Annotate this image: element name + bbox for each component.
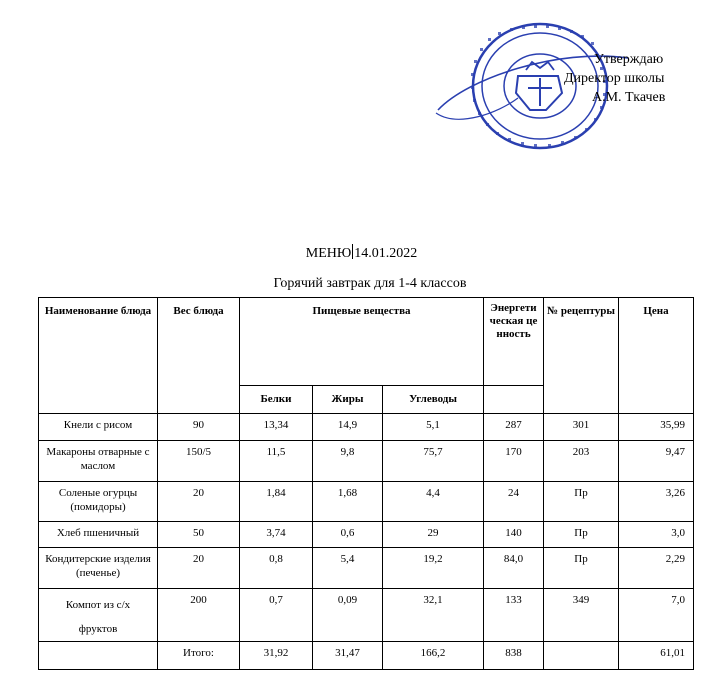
menu-table — [38, 297, 694, 670]
dish-weight: 150/5 — [158, 441, 240, 482]
dish-weight: 50 — [158, 522, 240, 548]
header-carbs: Углеводы — [383, 386, 484, 414]
dish-weight: 90 — [158, 414, 240, 441]
header-weight: Вес блюда — [158, 298, 240, 414]
dish-energy: 84,0 — [484, 548, 544, 589]
total-proteins: 31,92 — [240, 642, 313, 670]
dish-fats: 9,8 — [313, 441, 383, 482]
dish-price: 3,26 — [619, 482, 694, 522]
menu-date: 14.01.2022 — [354, 246, 418, 261]
header-energy-sub — [484, 386, 544, 414]
dish-price: 2,29 — [619, 548, 694, 589]
dish-recipe: 349 — [544, 589, 619, 642]
header-proteins: Белки — [240, 386, 313, 414]
header-name: Наименование блюда — [39, 298, 158, 414]
header-nutrients: Пищевые вещества — [240, 298, 484, 386]
header-row-1 — [39, 298, 694, 386]
menu-title-prefix: МЕНЮ — [305, 246, 352, 261]
dish-recipe: 203 — [544, 441, 619, 482]
header-energy — [484, 298, 544, 386]
dish-weight: 20 — [158, 548, 240, 589]
dish-price: 35,99 — [619, 414, 694, 441]
total-price: 61,01 — [619, 642, 694, 670]
approval-block — [564, 50, 674, 107]
table-row — [39, 548, 694, 589]
table-row — [39, 522, 694, 548]
total-label: Итого: — [158, 642, 240, 670]
total-row — [39, 642, 694, 670]
dish-proteins: 13,34 — [240, 414, 313, 441]
dish-proteins: 11,5 — [240, 441, 313, 482]
dish-fats: 14,9 — [313, 414, 383, 441]
menu-subtitle: Горячий завтрак для 1-4 классов — [273, 276, 467, 291]
header-energy-text: Энергетическая ценность — [489, 302, 538, 340]
dish-proteins: 0,7 — [240, 589, 313, 642]
approval-line-3: А.М. Ткачев — [592, 90, 666, 105]
dish-name — [39, 589, 158, 642]
table-row — [39, 589, 694, 642]
dish-energy: 287 — [484, 414, 544, 441]
total-fats: 31,47 — [313, 642, 383, 670]
dish-recipe: Пр — [544, 482, 619, 522]
dish-weight: 20 — [158, 482, 240, 522]
dish-name: Макароны отварные с маслом — [39, 441, 158, 482]
dish-proteins: 0,8 — [240, 548, 313, 589]
dish-name-text: Компот из с/х фруктов — [65, 599, 131, 635]
total-energy: 838 — [484, 642, 544, 670]
dish-energy: 170 — [484, 441, 544, 482]
dish-recipe: Пр — [544, 522, 619, 548]
dish-price: 3,0 — [619, 522, 694, 548]
dish-recipe: 301 — [544, 414, 619, 441]
dish-price: 7,0 — [619, 589, 694, 642]
approval-line-2: Директор школы — [564, 71, 665, 86]
header-fats: Жиры — [313, 386, 383, 414]
dish-energy: 133 — [484, 589, 544, 642]
table-row — [39, 414, 694, 441]
dish-name: Кнели с рисом — [39, 414, 158, 441]
table-row — [39, 482, 694, 522]
header-price: Цена — [619, 298, 694, 414]
dish-carbs: 19,2 — [383, 548, 484, 589]
approval-line-1: Утверждаю — [594, 52, 664, 67]
menu-title — [0, 244, 723, 262]
total-recipe — [544, 642, 619, 670]
dish-fats: 5,4 — [313, 548, 383, 589]
dish-weight: 200 — [158, 589, 240, 642]
header-recipe: № рецептуры — [544, 298, 619, 414]
dish-recipe: Пр — [544, 548, 619, 589]
dish-carbs: 29 — [383, 522, 484, 548]
dish-carbs: 32,1 — [383, 589, 484, 642]
total-empty — [39, 642, 158, 670]
dish-proteins: 3,74 — [240, 522, 313, 548]
dish-name: Кондитерские изделия (печенье) — [39, 548, 158, 589]
table-row — [39, 441, 694, 482]
dish-fats: 0,09 — [313, 589, 383, 642]
dish-carbs: 5,1 — [383, 414, 484, 441]
dish-name: Хлеб пшеничный — [39, 522, 158, 548]
dish-energy: 24 — [484, 482, 544, 522]
total-carbs: 166,2 — [383, 642, 484, 670]
dish-carbs: 75,7 — [383, 441, 484, 482]
dish-fats: 0,6 — [313, 522, 383, 548]
dish-price: 9,47 — [619, 441, 694, 482]
dish-proteins: 1,84 — [240, 482, 313, 522]
dish-carbs: 4,4 — [383, 482, 484, 522]
dish-fats: 1,68 — [313, 482, 383, 522]
dish-name: Соленые огурцы (помидоры) — [39, 482, 158, 522]
dish-energy: 140 — [484, 522, 544, 548]
